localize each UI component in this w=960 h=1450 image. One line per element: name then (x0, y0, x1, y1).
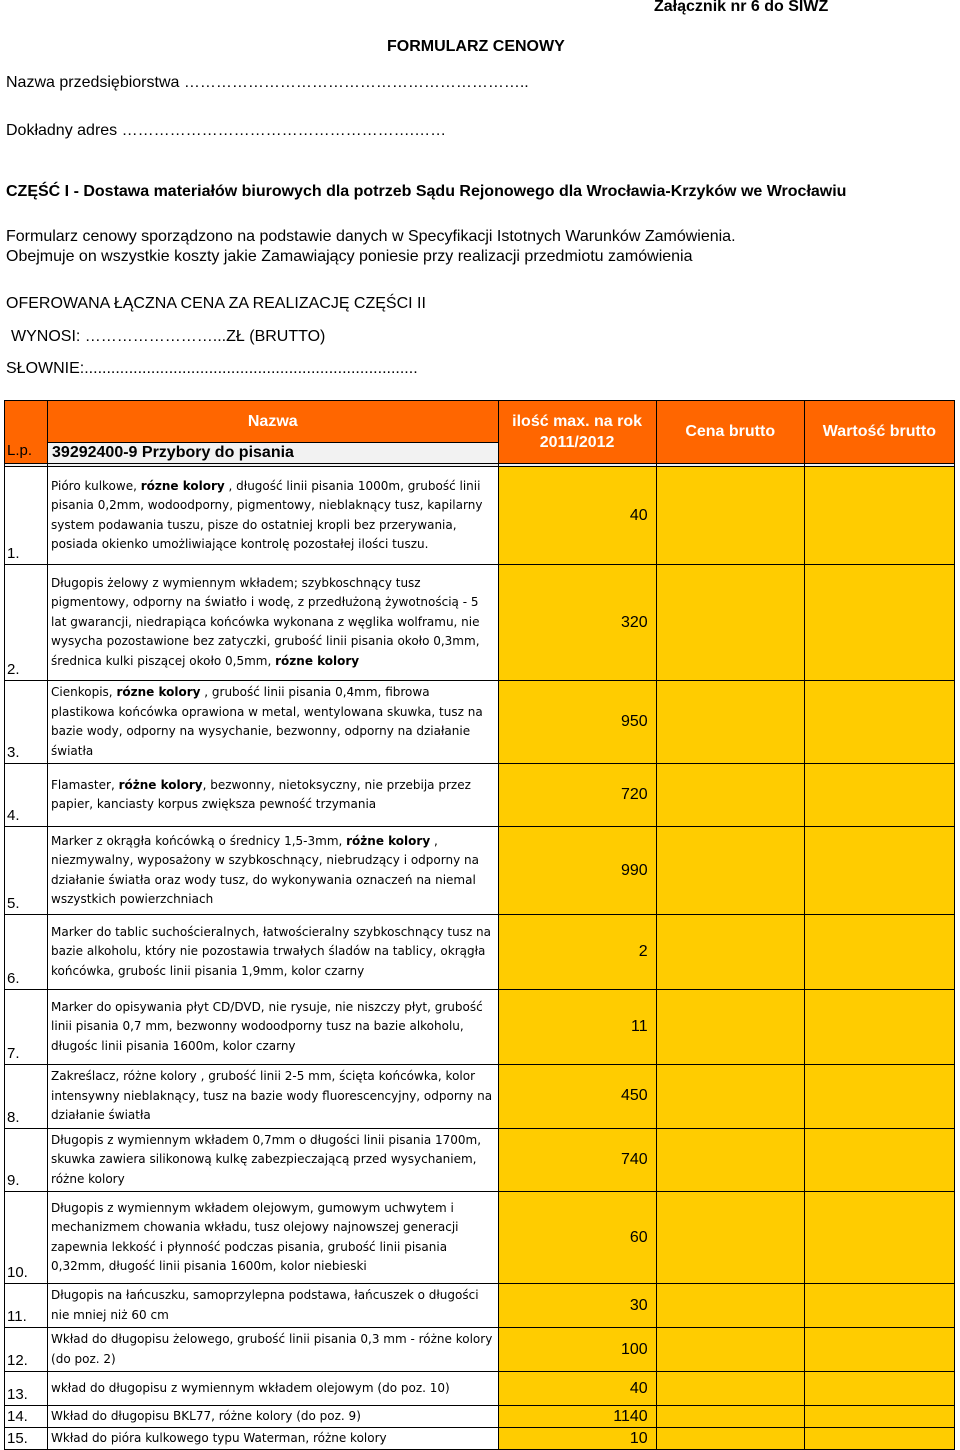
row-lp: 2. (5, 565, 48, 681)
row-price-input[interactable] (656, 565, 804, 681)
table-row (5, 1284, 955, 1328)
row-name: Długopis z wymiennym wkładem 0,7mm o długości linii pisania 1700m, skuwka zawiera silikonową kulkę zabezpieczającą przed wysychaniem, różne kolory (48, 1128, 498, 1192)
row-price-input[interactable] (656, 1192, 804, 1284)
row-value-input[interactable] (804, 1372, 954, 1406)
row-price-input[interactable] (656, 1372, 804, 1406)
price-table (4, 400, 955, 1450)
row-name: Długopis z wymiennym wkładem olejowym, gumowym uchwytem i mechanizmem chowania wkładu, tusz olejowy najnowszej generacji zapewnia lekkość i płynność podczas pisania, grubość linii pisania 0,32mm, długość linii pisania 1600m, kolor niebieski (48, 1192, 498, 1284)
row-price-input[interactable] (656, 1406, 804, 1428)
table-row (5, 1328, 955, 1372)
row-price-input[interactable] (656, 681, 804, 764)
row-value-input[interactable] (804, 1192, 954, 1284)
row-qty: 2 (498, 915, 656, 990)
row-price-input[interactable] (656, 1128, 804, 1192)
company-name-field[interactable]: Nazwa przedsiębiorstwa ……………………………………………………….. (6, 74, 529, 91)
row-lp: 14. (5, 1406, 48, 1428)
row-name: Zakreślacz, różne kolory , grubość linii 2-5 mm, ścięta końcówka, kolor intensywny nieblaknący, tusz na bazie wody fluorescencyjny, odporny na działanie światła (48, 1065, 498, 1129)
row-qty: 30 (498, 1284, 656, 1328)
row-value-input[interactable] (804, 1328, 954, 1372)
row-price-input[interactable] (656, 764, 804, 827)
row-name: Pióro kulkowe, rózne kolory , długość linii pisania 1000m, grubość linii pisania 0,2mm, wodoodporny, pigmentowy, nieblaknący tusz, kapilarny system podawania tuszu, pisze do ostatniej kropli bez przerywania, posiada okienko umożliwiające kontrolę pozostałej ilości tuszu. (48, 467, 498, 565)
row-name: Długopis na łańcuszku, samoprzylepna podstawa, łańcuszek o długości nie mniej niż 60 cm (48, 1284, 498, 1328)
row-lp: 9. (5, 1128, 48, 1192)
intro-line-1: Formularz cenowy sporządzono na podstawie danych w Specyfikacji Istotnych Warunków Zamówienia. (6, 228, 736, 245)
table-row (5, 827, 955, 915)
row-lp: 13. (5, 1372, 48, 1406)
table-row (5, 764, 955, 827)
amount-in-words-field[interactable]: SŁOWNIE:........................................................................... (6, 360, 418, 377)
table-row (5, 1065, 955, 1129)
table-row (5, 467, 955, 565)
row-lp: 4. (5, 764, 48, 827)
page-title: FORMULARZ CENOWY (387, 38, 565, 55)
row-value-input[interactable] (804, 1406, 954, 1428)
row-lp: 8. (5, 1065, 48, 1129)
row-price-input[interactable] (656, 1284, 804, 1328)
row-lp: 12. (5, 1328, 48, 1372)
row-value-input[interactable] (804, 1284, 954, 1328)
row-price-input[interactable] (656, 827, 804, 915)
total-amount-field[interactable]: WYNOSI: ……………………...ZŁ (BRUTTO) (11, 328, 326, 345)
row-qty: 950 (498, 681, 656, 764)
row-qty: 40 (498, 467, 656, 565)
table-row (5, 681, 955, 764)
col-header-qty-label: ilość max. na rok (512, 413, 642, 430)
row-name: Wkład do pióra kulkowego typu Waterman, różne kolory (48, 1428, 498, 1450)
row-qty: 990 (498, 827, 656, 915)
row-price-input[interactable] (656, 1065, 804, 1129)
offer-label: OFEROWANA ŁĄCZNA CENA ZA REALIZACJĘ CZĘŚCI II (6, 295, 426, 312)
table-row (5, 1372, 955, 1406)
row-qty: 740 (498, 1128, 656, 1192)
row-lp: 10. (5, 1192, 48, 1284)
row-lp: 15. (5, 1428, 48, 1450)
row-qty: 10 (498, 1428, 656, 1450)
row-value-input[interactable] (804, 990, 954, 1065)
row-price-input[interactable] (656, 915, 804, 990)
row-name: Długopis żelowy z wymiennym wkładem; szybkoschnący tusz pigmentowy, odporny na światło i wodę, z przedłużoną żywotnością - 5 lat gwarancji, niedrapiąca końcówka wykonana z węglika wolframu, nie wysycha pozostawione bez zatyczki, grubość linii pisania około 0,3mm, średnica kulki piszącej około 0,5mm, rózne kolory (48, 565, 498, 681)
table-row (5, 915, 955, 990)
row-value-input[interactable] (804, 915, 954, 990)
row-name: Wkład do długopisu żelowego, grubość linii pisania 0,3 mm - różne kolory (do poz. 2) (48, 1328, 498, 1372)
table-row (5, 1128, 955, 1192)
intro-line-2: Obejmuje on wszystkie koszty jakie Zamawiający poniesie przy realizacji przedmiotu zamówienia (6, 248, 693, 265)
col-header-lp: L.p. (5, 401, 48, 464)
row-value-input[interactable] (804, 827, 954, 915)
row-name: Marker do tablic suchościeralnych, łatwościeralny szybkoschnący tusz na bazie alkoholu, który nie pozostawia trwałych śladów na tablicy, okrągła końcówka, grubośc linii pisania 1,9mm, kolor czarny (48, 915, 498, 990)
row-price-input[interactable] (656, 467, 804, 565)
row-qty: 720 (498, 764, 656, 827)
row-name: Cienkopis, rózne kolory , grubość linii pisania 0,4mm, fibrowa plastikowa końcówka oprawiona w metal, wentylowana skuwka, tusz na bazie wody, odporny na wysychanie, bezwonny, odporny na działanie światła (48, 681, 498, 764)
row-qty: 450 (498, 1065, 656, 1129)
table-row (5, 990, 955, 1065)
row-qty: 40 (498, 1372, 656, 1406)
col-header-qty (498, 401, 656, 464)
row-lp: 1. (5, 467, 48, 565)
col-header-value: Wartość brutto (804, 401, 954, 464)
row-lp: 7. (5, 990, 48, 1065)
col-header-price: Cena brutto (656, 401, 804, 464)
row-value-input[interactable] (804, 467, 954, 565)
col-header-qty-year: 2011/2012 (539, 434, 615, 451)
part-title: CZĘŚĆ I - Dostawa materiałów biurowych dla potrzeb Sądu Rejonowego dla Wrocławia-Krzyków we Wrocławiu (6, 183, 847, 200)
row-name: Marker do opisywania płyt CD/DVD, nie rysuje, nie niszczy płyt, grubość linii pisania 0,7 mm, bezwonny wodoodporny tusz na bazie alkoholu, długośc linii pisania 1600m, kolor czarny (48, 990, 498, 1065)
table-row (5, 565, 955, 681)
row-qty: 1140 (498, 1406, 656, 1428)
row-price-input[interactable] (656, 990, 804, 1065)
row-value-input[interactable] (804, 565, 954, 681)
row-lp: 11. (5, 1284, 48, 1328)
table-row (5, 1406, 955, 1428)
table-row (5, 1192, 955, 1284)
row-name: wkład do długopisu z wymiennym wkładem olejowym (do poz. 10) (48, 1372, 498, 1406)
col-header-name: Nazwa (48, 401, 498, 443)
row-lp: 6. (5, 915, 48, 990)
row-value-input[interactable] (804, 764, 954, 827)
row-value-input[interactable] (804, 1128, 954, 1192)
row-lp: 3. (5, 681, 48, 764)
row-value-input[interactable] (804, 1065, 954, 1129)
attachment-label: Załącznik nr 6 do SIWZ (654, 0, 829, 15)
category-label: 39292400-9 Przybory do pisania (48, 443, 498, 464)
row-qty: 60 (498, 1192, 656, 1284)
row-price-input[interactable] (656, 1328, 804, 1372)
row-name: Flamaster, różne kolory, bezwonny, nietoksyczny, nie przebija przez papier, kanciasty korpus zwiększa pewność trzymania (48, 764, 498, 827)
row-qty: 100 (498, 1328, 656, 1372)
row-lp: 5. (5, 827, 48, 915)
row-qty: 320 (498, 565, 656, 681)
row-name: Marker z okrągła końcówką o średnicy 1,5-3mm, różne kolory , niezmywalny, wyposażony w szybkoschnący, niebrudzący i odporny na działanie światła oraz wody tusz, do wykonywania oznaczeń na niemal wszystkich powierzchniach (48, 827, 498, 915)
row-qty: 11 (498, 990, 656, 1065)
row-name: Wkład do długopisu BKL77, różne kolory (do poz. 9) (48, 1406, 498, 1428)
address-field[interactable]: Dokładny adres ……………………………………………….…… (6, 122, 447, 139)
row-value-input[interactable] (804, 681, 954, 764)
